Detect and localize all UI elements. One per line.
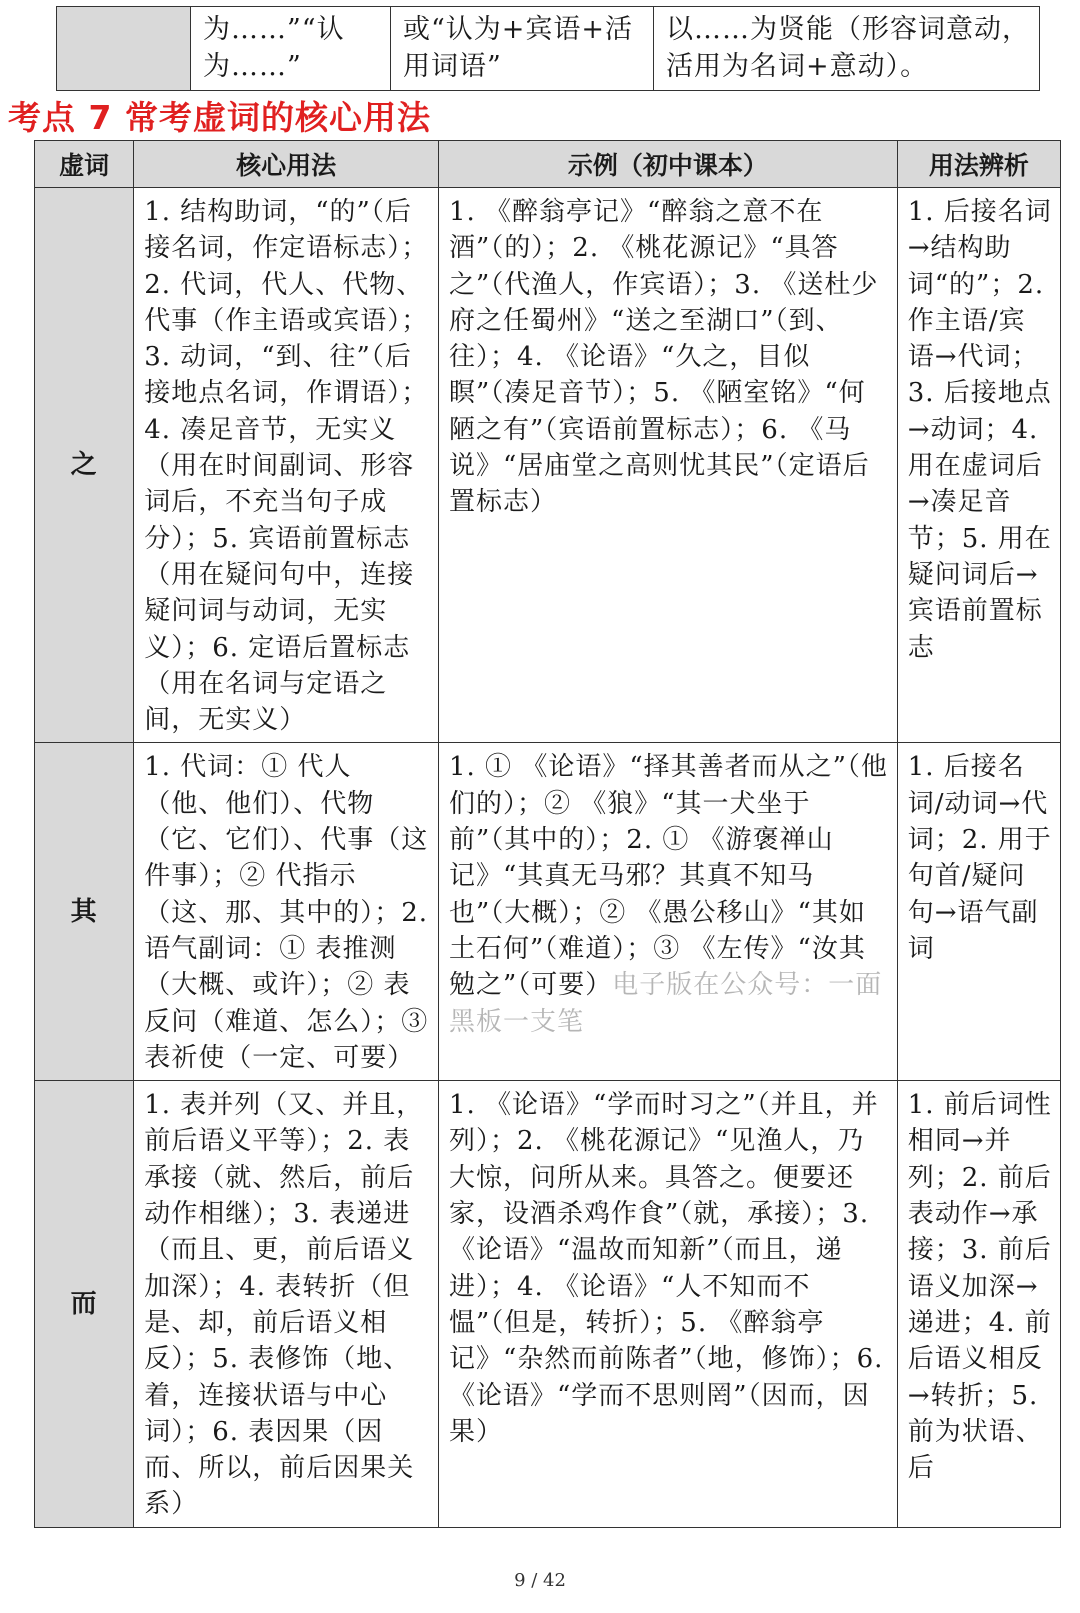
usage-analysis: 1. 后接名词/动词→代词；2. 用于句首/疑问句→语气副词 <box>897 743 1060 1081</box>
header-usage: 核心用法 <box>134 141 439 188</box>
usage-analysis: 1. 后接名词→结构助词“的”；2. 作主语/宾语→代词；3. 后接地点→动词；4. 用在虚词后→凑足音节；5. 用在疑问词后→宾语前置标志 <box>897 188 1060 743</box>
page-number: 9 / 42 <box>514 1570 566 1591</box>
table-row <box>57 7 1040 91</box>
function-word: 其 <box>35 743 134 1081</box>
header-word: 虚词 <box>35 141 134 188</box>
prev-cell-pattern: 为……”“认为……” <box>191 7 391 91</box>
core-usage: 1. 代词：① 代人（他、他们）、代物（它、它们）、代事（这件事）；② 代指示（这、那、其中的）；2. 语气副词：① 表推测（大概、或许）；② 表反问（难道、怎么）；③ 表祈使（一定、可要） <box>134 743 439 1081</box>
example-text: 1. 《论语》“学而时习之”（并且，并列）；2. 《桃花源记》“见渔人，乃大惊，问所从来。具答之。便要还家，设酒杀鸡作食”（就，承接）；3. 《论语》“温故而知新”（而且，递进）；4. 《论语》“人不知而不愠”（但是，转折）；5. 《醉翁亭记》“杂然而前陈者”（地，修饰）；6. 《论语》“学而不思则罔”（因而，因果） <box>448 1090 884 1447</box>
function-word: 而 <box>35 1081 134 1528</box>
prev-cell-form: 或“认为+宾语+活用词语” <box>391 7 654 91</box>
prev-cell-category <box>57 7 191 91</box>
table-row <box>35 1081 1061 1528</box>
usage-analysis: 1. 前后词性相同→并列；2. 前后表动作→承接；3. 前后语义加深→递进；4. 前后语义相反→转折；5. 前为状语、后 <box>897 1081 1060 1528</box>
section-title: 考点 7 常考虚词的核心用法 <box>8 98 431 137</box>
header-analysis: 用法辨析 <box>897 141 1060 188</box>
example-text: 1. ① 《论语》“择其善者而从之”（他们的）；② 《狼》“其一犬坐于前”（其中的）；2. ① 《游褒禅山记》“其真无马邪？其真不知马也”（大概）；② 《愚公移山》“其如土石何”（难道）；③ 《左传》“汝其勉之”（可要） <box>448 752 888 1001</box>
table-header-row <box>35 141 1061 188</box>
table-row <box>35 743 1061 1081</box>
example <box>438 188 897 743</box>
function-words-table <box>34 140 1061 1528</box>
core-usage: 1. 表并列（又、并且，前后语义平等）；2. 表承接（就、然后，前后动作相继）；3. 表递进（而且、更，前后语义加深）；4. 表转折（但是、却，前后语义相反）；5. 表修饰（地、着，连接状语与中心词）；6. 表因果（因而、所以，前后因果关系） <box>134 1081 439 1528</box>
example <box>438 1081 897 1528</box>
header-example: 示例（初中课本） <box>438 141 897 188</box>
example-text: 1. 《醉翁亭记》“醉翁之意不在酒”（的）；2. 《桃花源记》“具答之”（代渔人，作宾语）；3. 《送杜少府之任蜀州》“送之至湖口”（到、往）；4. 《论语》“久之，目似瞑”（凑足音节）；5. 《陋室铭》“何陋之有”（宾语前置标志）；6. 《马说》“居庙堂之高则忧其民”（定语后置标志） <box>448 197 879 518</box>
prev-cell-explanation: 以……为贤能（形容词意动，活用为名词+意动）。 <box>654 7 1040 91</box>
watermark-text: 电子版在公众号：一面黑板一支笔 <box>448 970 883 1037</box>
previous-table-fragment <box>56 6 1040 91</box>
table-row <box>35 188 1061 743</box>
function-word: 之 <box>35 188 134 743</box>
core-usage: 1. 结构助词，“的”（后接名词，作定语标志）；2. 代词，代人、代物、代事（作主语或宾语）；3. 动词，“到、往”（后接地点名词，作谓语）；4. 凑足音节，无实义（用在时间副词、形容词后，不充当句子成分）；5. 宾语前置标志（用在疑问句中，连接疑问词与动词，无实义）；6. 定语后置标志（用在名词与定语之间，无实义） <box>134 188 439 743</box>
example <box>438 743 897 1081</box>
